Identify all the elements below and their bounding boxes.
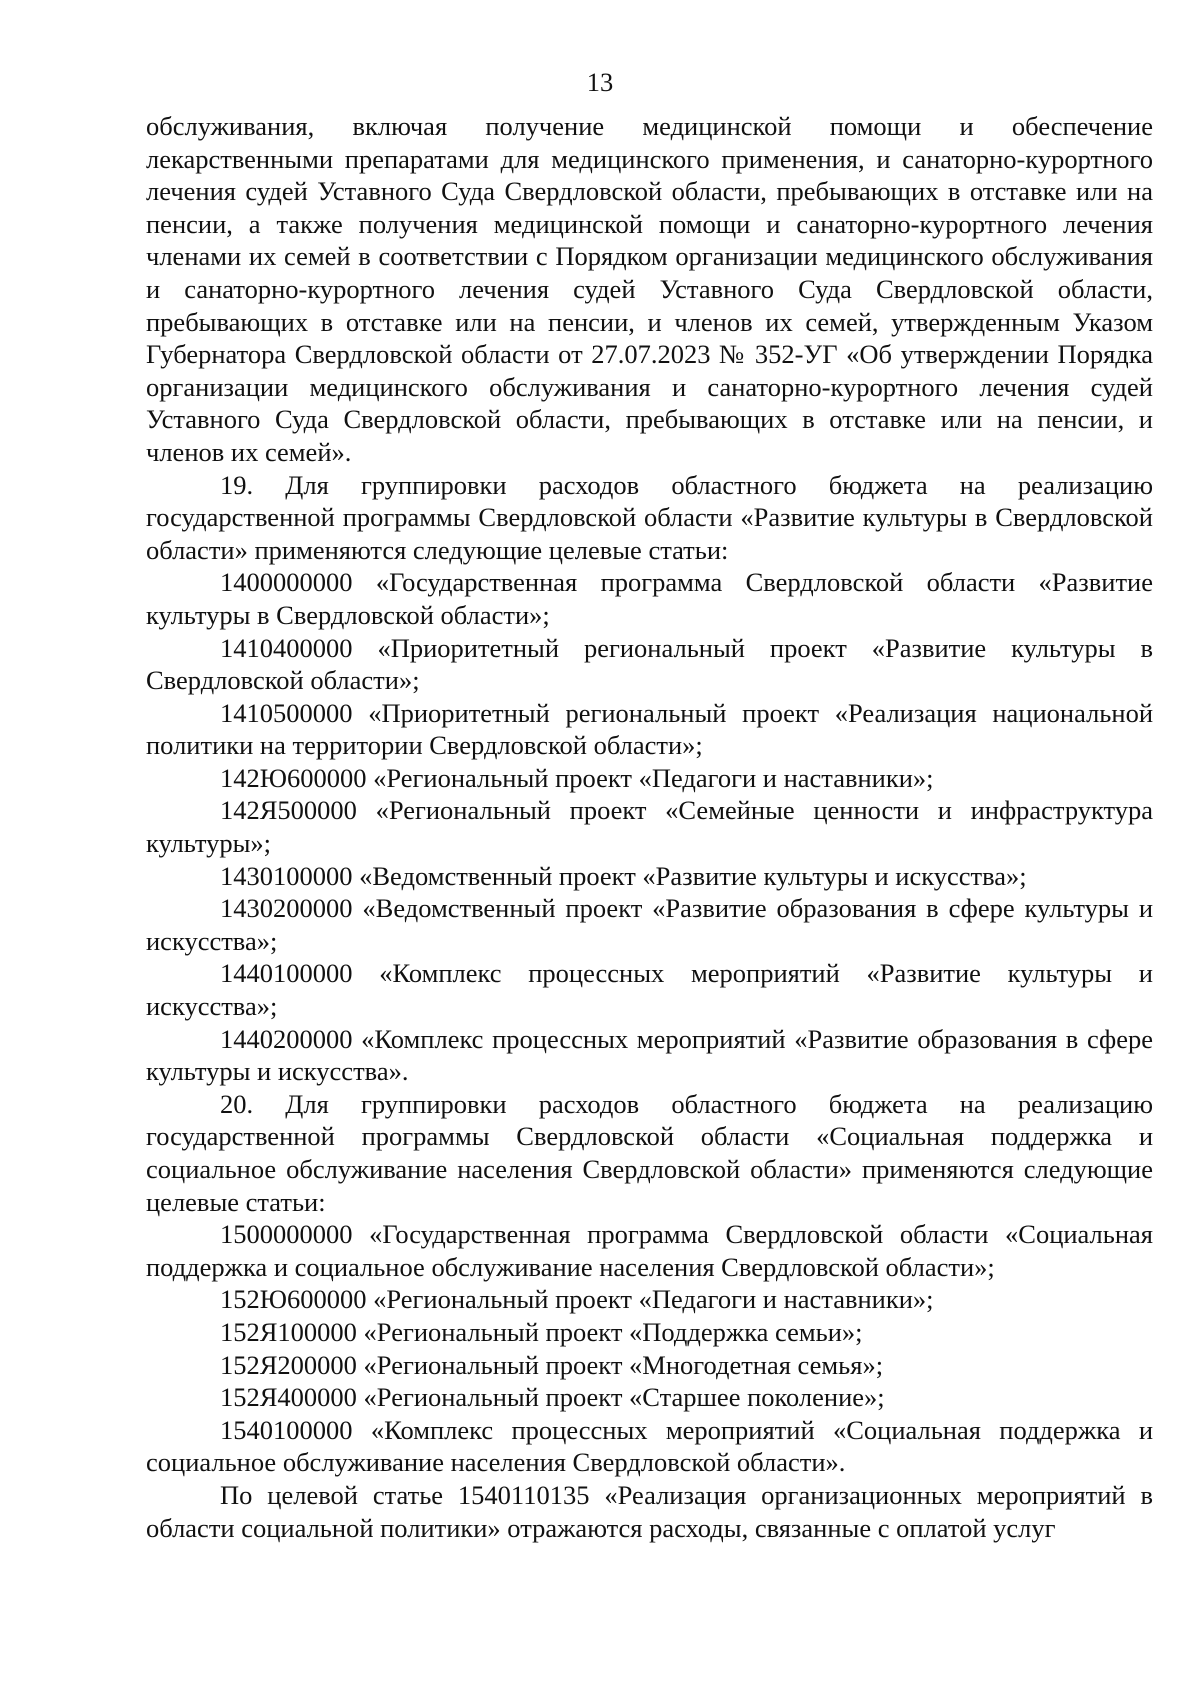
target-article-1430200000: 1430200000 «Ведомственный проект «Развитие образования в сфере культуры и искусства»; [146, 893, 1153, 956]
target-article-1400000000: 1400000000 «Государственная программа Свердловской области «Развитие культуры в Свердловской области»; [146, 567, 1153, 630]
target-article-1410400000: 1410400000 «Приоритетный региональный проект «Развитие культуры в Свердловской области»; [146, 632, 1153, 696]
page-number: 13 [586, 67, 614, 97]
target-article-152Ya400000: 152Я400000 «Региональный проект «Старшее поколение»; [220, 1382, 885, 1413]
paragraph-target-article-1540110135: По целевой статье 1540110135 «Реализация организационных мероприятий в области социальной политики» отражаются расходы, связанные с оплатой услуг [146, 1479, 1153, 1543]
target-article-152Ya100000: 152Я100000 «Региональный проект «Поддержка семьи»; [220, 1316, 863, 1347]
target-article-142Ya500000: 142Я500000 «Региональный проект «Семейные ценности и инфраструктура культуры»; [146, 795, 1153, 859]
document-body [146, 110, 1153, 1544]
target-article-1410500000: 1410500000 «Приоритетный региональный проект «Реализация национальной политики на территории Свердловской области»; [146, 697, 1153, 761]
paragraph-item-20: 20. Для группировки расходов областного бюджета на реализацию государственной программы Свердловской области «Социальная поддержка и социальное обслуживание населения Свердловской области» применяются следующие целевые статьи: [146, 1088, 1153, 1217]
target-article-1540100000: 1540100000 «Комплекс процессных мероприятий «Социальная поддержка и социальное обслуживание населения Свердловской области». [146, 1414, 1153, 1478]
target-article-1440200000: 1440200000 «Комплекс процессных мероприятий «Развитие образования в сфере культуры и искусства». [146, 1023, 1153, 1087]
target-article-152Yu600000: 152Ю600000 «Региональный проект «Педагоги и наставники»; [220, 1284, 934, 1315]
target-article-142Yu600000: 142Ю600000 «Региональный проект «Педагоги и наставники»; [220, 762, 934, 793]
target-article-1430100000: 1430100000 «Ведомственный проект «Развитие культуры и искусства»; [220, 860, 1027, 891]
paragraph-item-19: 19. Для группировки расходов областного бюджета на реализацию государственной программы Свердловской области «Развитие культуры в Свердловской области» применяются следующие целевые статьи: [146, 469, 1153, 565]
target-article-1500000000: 1500000000 «Государственная программа Свердловской области «Социальная поддержка и социальное обслуживание населения Свердловской области»; [146, 1219, 1153, 1282]
target-article-1440100000: 1440100000 «Комплекс процессных мероприятий «Развитие культуры и искусства»; [146, 958, 1153, 1022]
paragraph-continuation: обслуживания, включая получение медицинской помощи и обеспечение лекарственными препаратами для медицинского применения, и санаторно-курортного лечения судей Уставного Суда Свердловской области, пребывающих в отставке или на пенсии, а также получения медицинской помощи и санаторно-курортного лечения членами их семей в соответствии с Порядком организации медицинского обслуживания и санаторно-курортного лечения судей Уставного Суда Свердловской области, пребывающих в отставке или на пенсии, и членов их семей, утвержденным Указом Губернатора Свердловской области от 27.07.2023 № 352-УГ «Об утверждении Порядка организации медицинского обслуживания и санаторно-курортного лечения судей Уставного Суда Свердловской области, пребывающих в отставке или на пенсии, и членов их семей». [146, 111, 1153, 467]
target-article-152Ya200000: 152Я200000 «Региональный проект «Многодетная семья»; [220, 1349, 884, 1380]
